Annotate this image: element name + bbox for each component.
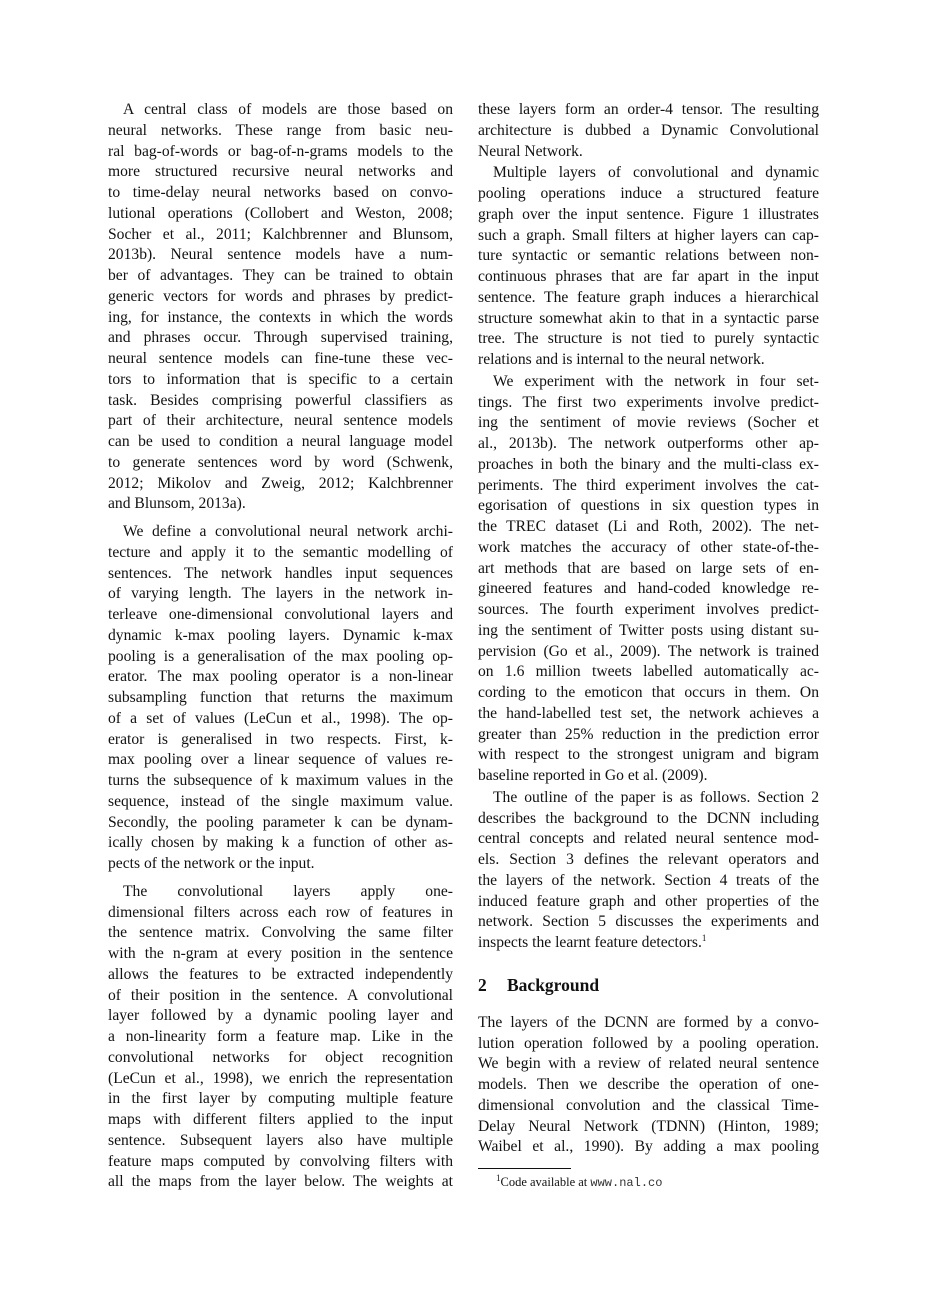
line-text: We define a convolutional neural network archi- (123, 523, 453, 540)
line-text: the hand-labelled test set, the network achieves a (478, 704, 819, 722)
text-line (478, 413, 819, 434)
text-line (478, 559, 819, 580)
line-text: turns the subsequence of k maximum values in the (108, 772, 453, 789)
text-line (108, 328, 453, 349)
line-text: Multiple layers of convolutional and dynamic (493, 164, 819, 182)
text-line (478, 350, 819, 371)
text-line (108, 245, 453, 266)
line-text: pooling is a generalisation of the max pooling op- (108, 647, 453, 665)
line-text: the TREC dataset (Li and Roth, 2002). The net- (478, 518, 819, 535)
line-text: egorisation of questions in six question types in (478, 497, 819, 515)
line-text: in the first layer by computing multiple feature (108, 1090, 453, 1108)
text-line (478, 184, 819, 205)
text-line (108, 903, 453, 924)
text-line (108, 183, 453, 204)
text-line (108, 1152, 453, 1173)
line-text: task. Besides comprising powerful classifiers as (108, 391, 453, 409)
text-line (478, 100, 819, 121)
text-line (108, 667, 453, 688)
text-line (108, 453, 453, 474)
line-text: The layers of the DCNN are formed by a convo- (478, 1013, 819, 1031)
line-text: terleave one-dimensional convolutional layers and (108, 606, 453, 623)
text-line (478, 538, 819, 559)
text-line (108, 564, 453, 585)
section-number: 2 (478, 974, 487, 995)
line-text: these layers form an order-4 tensor. The resulting (478, 101, 819, 118)
text-line (108, 750, 453, 771)
line-text: 2013b). Neural sentence models have a num- (108, 246, 453, 264)
text-line (108, 494, 453, 515)
paragraph (108, 882, 453, 1193)
line-text: maps with different filters applied to the input (108, 1111, 453, 1128)
line-text: pooling operations induce a structured feature (478, 185, 819, 202)
line-text: continuous phrases that are far apart in the input (478, 268, 819, 285)
line-text: pervision (Go et al., 2009). The network is trained (478, 642, 819, 660)
text-line (478, 1054, 819, 1075)
text-line (108, 1110, 453, 1131)
line-text: can be used to condition a neural language model (108, 433, 453, 450)
text-line (108, 391, 453, 412)
text-line (108, 1089, 453, 1110)
section-title: Background (507, 974, 600, 995)
text-line (108, 162, 453, 183)
text-line (108, 813, 453, 834)
text-line (478, 1137, 819, 1158)
text-line (108, 543, 453, 564)
text-line (108, 1006, 453, 1027)
line-text: lution operation followed by a pooling operation. (478, 1034, 819, 1052)
footnote (496, 1172, 663, 1190)
line-text: tors to information that is specific to a certain (108, 370, 453, 388)
text-line (108, 730, 453, 751)
line-text: tings. The first two experiments involve predict- (478, 393, 819, 411)
line-text: of a set of values (LeCun et al., 1998). The op- (108, 709, 453, 727)
text-line (108, 709, 453, 730)
line-text: ber of advantages. They can be trained to obtain (108, 267, 453, 284)
text-line (108, 882, 453, 903)
text-line (478, 517, 819, 538)
line-text: dimensional convolution and the classical Time- (478, 1096, 819, 1114)
line-text: ing, for instance, the contexts in which the words (108, 308, 453, 326)
line-text: network. Section 5 discusses the experiments and (478, 913, 819, 931)
line-text: baseline reported in Go et al. (2009). (478, 767, 708, 784)
line-text: gineered features and hand-coded knowledge re- (478, 580, 819, 598)
text-line (478, 621, 819, 642)
line-text: graph over the input sentence. Figure 1 illustrates (478, 205, 819, 223)
line-text: dimensional filters across each row of features in (108, 903, 453, 921)
text-line (108, 771, 453, 792)
footnote-mark: 1 (496, 1172, 501, 1183)
text-line (108, 1172, 453, 1193)
line-text: sentences. The network handles input sequences (108, 564, 453, 582)
line-text: tree. The structure is not tied to purely syntactic (478, 330, 819, 348)
text-line (478, 329, 819, 350)
text-line (478, 850, 819, 871)
section-heading (478, 974, 819, 996)
paragraph (478, 372, 819, 787)
line-text: and Blunsom, 2013a). (108, 495, 246, 513)
text-line (478, 809, 819, 830)
text-line (108, 266, 453, 287)
text-line (478, 434, 819, 455)
text-line (108, 349, 453, 370)
text-line (478, 871, 819, 892)
text-line (108, 522, 453, 543)
line-text: proaches in both the binary and the multi-class ex- (478, 455, 819, 473)
line-text: the layers of the network. Section 4 treats of the (478, 871, 819, 889)
text-line (108, 1027, 453, 1048)
text-line (478, 579, 819, 600)
text-line (108, 986, 453, 1007)
line-text: relations and is internal to the neural network. (478, 351, 765, 368)
text-line (478, 933, 819, 954)
text-line (108, 688, 453, 709)
text-line (478, 1034, 819, 1055)
line-text: to time-delay neural networks based on convo- (108, 184, 453, 201)
line-text: central concepts and related neural sentence mod- (478, 830, 819, 848)
text-line (478, 455, 819, 476)
text-line (478, 372, 819, 393)
line-text: sentence. Subsequent layers also have multiple (108, 1131, 453, 1149)
text-line (478, 725, 819, 746)
line-text: allows the features to be extracted independently (108, 965, 453, 983)
text-line (478, 704, 819, 725)
line-text: A central class of models are those based on (123, 101, 453, 118)
text-line (478, 267, 819, 288)
text-line (478, 683, 819, 704)
paragraph (478, 788, 819, 954)
line-text: convolutional networks for object recognition (108, 1048, 453, 1066)
line-text: ture syntactic or semantic relations between non- (478, 247, 819, 265)
paragraph (478, 1013, 819, 1158)
line-text: such a graph. Small filters at higher layers can cap- (478, 226, 819, 244)
text-line (108, 792, 453, 813)
line-text: tecture and apply it to the semantic modelling of (108, 543, 453, 561)
line-text: a non-linearity form a feature map. Like in the (108, 1028, 453, 1045)
text-line (108, 142, 453, 163)
line-text: all the maps from the layer below. The weights at (108, 1173, 453, 1191)
line-text: max pooling over a linear sequence of values re- (108, 751, 453, 769)
text-line (108, 100, 453, 121)
text-line (108, 225, 453, 246)
text-line (478, 1096, 819, 1117)
text-line (478, 205, 819, 226)
line-text: ral bag-of-words or bag-of-n-grams models to the (108, 142, 453, 160)
text-line (478, 288, 819, 309)
line-text: erator is generalised in two respects. First, k- (108, 730, 453, 748)
footnote-url[interactable]: www.nal.co (590, 1176, 663, 1190)
right-column (478, 100, 819, 1158)
line-text: of their position in the sentence. A convolutional (108, 986, 453, 1004)
text-line (478, 496, 819, 517)
text-line (108, 626, 453, 647)
text-line (108, 411, 453, 432)
footnote-text: Code available at (500, 1175, 591, 1189)
text-line (108, 584, 453, 605)
text-line (478, 745, 819, 766)
text-line (478, 1075, 819, 1096)
line-text: subsampling function that returns the maximum (108, 689, 453, 706)
line-text: architecture is dubbed a Dynamic Convolutional (478, 121, 819, 139)
text-line (478, 1013, 819, 1034)
text-line (478, 892, 819, 913)
text-line (108, 647, 453, 668)
text-line (478, 393, 819, 414)
line-text: with respect to the strongest unigram and bigram (478, 746, 819, 764)
line-text: Socher et al., 2011; Kalchbrenner and Blunsom, (108, 225, 453, 243)
text-line (108, 605, 453, 626)
text-line (108, 204, 453, 225)
line-text: art methods that are based on large sets of en- (478, 559, 819, 577)
line-text: erator. The max pooling operator is a non-linear (108, 668, 453, 686)
line-text: The outline of the paper is as follows. Section 2 (493, 788, 819, 806)
text-line (108, 944, 453, 965)
line-text: Delay Neural Network (TDNN) (Hinton, 1989; (478, 1117, 819, 1135)
text-line (478, 829, 819, 850)
text-line (478, 912, 819, 933)
footnote-reference[interactable]: 1 (701, 932, 707, 943)
line-text: We experiment with the network in four set- (493, 372, 819, 390)
line-text: sequence, instead of the single maximum value. (108, 792, 453, 810)
line-text: induced feature graph and other properties of the (478, 892, 819, 910)
line-text: neural networks. These range from basic neu- (108, 121, 453, 139)
line-text: sentence. The feature graph induces a hierarchical (478, 288, 819, 306)
line-text: ing the sentiment of movie reviews (Socher et (478, 414, 819, 432)
line-text: more structured recursive neural networks and (108, 163, 453, 181)
text-line (108, 833, 453, 854)
line-text: neural sentence models can fine-tune these vec- (108, 350, 453, 367)
line-text: The convolutional layers apply one- (123, 882, 453, 900)
line-text: lutional operations (Collobert and Weston, 2008; (108, 204, 453, 222)
text-line (108, 923, 453, 944)
text-line (108, 287, 453, 308)
text-line (478, 766, 819, 787)
line-text: dynamic k-max pooling layers. Dynamic k-max (108, 626, 453, 644)
line-text: pects of the network or the input. (108, 855, 315, 872)
line-text: Waibel et al., 1990). By adding a max pooling (478, 1138, 819, 1156)
text-line (478, 642, 819, 663)
line-text: els. Section 3 defines the relevant operators and (478, 851, 819, 868)
text-line (478, 1117, 819, 1138)
line-text: layer followed by a dynamic pooling layer and (108, 1007, 453, 1025)
text-line (478, 121, 819, 142)
left-column (108, 100, 453, 1193)
text-line (478, 600, 819, 621)
line-text: of varying length. The layers in the network in- (108, 585, 453, 603)
line-text: (LeCun et al., 1998), we enrich the representation (108, 1069, 453, 1087)
text-line (108, 370, 453, 391)
text-line (478, 788, 819, 809)
text-line (478, 142, 819, 163)
line-text: cording to the emoticon that occurs in them. On (478, 684, 819, 701)
text-line (478, 246, 819, 267)
line-text: ing the sentiment of Twitter posts using distant su- (478, 621, 819, 639)
line-text: models. Then we describe the operation of one- (478, 1076, 819, 1093)
line-text: with the n-gram at every position in the sentence (108, 945, 453, 962)
text-line (108, 1131, 453, 1152)
line-text: generic vectors for words and phrases by predict- (108, 287, 453, 305)
line-text: sources. The fourth experiment involves predict- (478, 601, 819, 618)
text-line (108, 1069, 453, 1090)
line-text: to generate sentences word by word (Schwenk, (108, 453, 453, 471)
text-line (108, 854, 453, 875)
paragraph (108, 522, 453, 875)
line-text: ically chosen by making k a function of other as- (108, 834, 453, 852)
line-text: part of their architecture, neural sentence models (108, 412, 453, 430)
paragraph (478, 163, 819, 371)
text-line (108, 121, 453, 142)
paragraph (478, 100, 819, 162)
line-text: structure somewhat akin to that in a syntactic parse (478, 309, 819, 327)
text-line (108, 965, 453, 986)
text-line (108, 432, 453, 453)
line-text: feature maps computed by convolving filters with (108, 1152, 453, 1170)
line-text: al., 2013b). The network outperforms other ap- (478, 435, 819, 452)
line-text: Neural Network. (478, 142, 583, 160)
text-line (478, 309, 819, 330)
text-line (478, 662, 819, 683)
line-text: greater than 25% reduction in the prediction error (478, 725, 819, 743)
line-text: work matches the accuracy of other state-of-the- (478, 538, 819, 556)
line-text: and phrases occur. Through supervised training, (108, 329, 453, 347)
line-text: We begin with a review of related neural sentence (478, 1055, 819, 1073)
text-line (108, 474, 453, 495)
line-text: periments. The third experiment involves the cat- (478, 476, 819, 494)
text-line (108, 1048, 453, 1069)
line-text: describes the background to the DCNN including (478, 809, 819, 827)
paragraph (108, 100, 453, 515)
line-text: on 1.6 million tweets labelled automatically ac- (478, 663, 819, 681)
line-text: the sentence matrix. Convolving the same filter (108, 924, 453, 942)
footnote-rule (478, 1168, 571, 1169)
text-line (478, 476, 819, 497)
text-line (108, 308, 453, 329)
text-line (478, 163, 819, 184)
text-line (478, 226, 819, 247)
line-text: Secondly, the pooling parameter k can be dynam- (108, 813, 453, 831)
line-text: 2012; Mikolov and Zweig, 2012; Kalchbrenner (108, 474, 453, 492)
line-text: inspects the learnt feature detectors. (478, 934, 702, 951)
